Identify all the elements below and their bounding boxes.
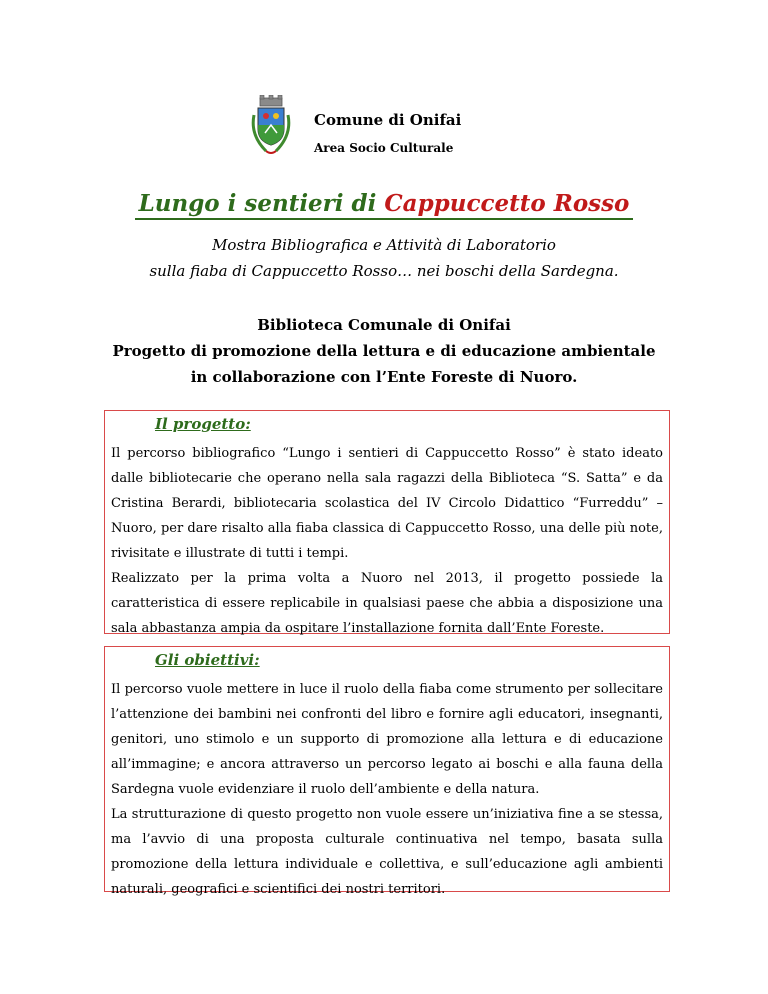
header	[248, 95, 488, 165]
paragraph: Il percorso bibliografico “Lungo i sentieri di Cappuccetto Rosso” è stato ideato dalle bibliotecarie che operano nella sala ragazzi della Biblioteca “S. Satta” e da Cristina Berardi, bibliotecaria scolastica del IV Circolo Didattico “Furreddu” – Nuoro, per dare risalto alla fiaba classica di Cappuccetto Rosso, una delle più note, rivisitate e illustrate di tutti i tempi.	[111, 446, 663, 561]
section-heading: Gli obiettivi:	[155, 651, 260, 669]
paragraph: Il percorso vuole mettere in luce il ruolo della fiaba come strumento per sollecitare l’attenzione dei bambini nei confronti del libro e fornire agli educatori, insegnanti, genitori, uno stimolo e un supporto di promozione alla lettura e di educazione all’immagine; e ancora attraverso un percorso legato ai boschi e alla fauna della Sardegna vuole evidenziare il ruolo dell’ambiente e della natura.	[111, 682, 663, 797]
department-name: Area Socio Culturale	[314, 141, 454, 155]
subtitle-line-2: sulla fiaba di Cappuccetto Rosso… nei boschi della Sardegna.	[149, 262, 619, 280]
page-title	[0, 190, 768, 220]
section-body	[111, 441, 663, 641]
coat-of-arms-icon	[248, 95, 294, 159]
section-heading: Il progetto:	[155, 415, 251, 433]
intro-line-2: Progetto di promozione della lettura e di educazione ambientale	[112, 342, 656, 360]
intro-line-3: in collaborazione con l’Ente Foreste di Nuoro.	[190, 368, 578, 386]
section-body	[111, 677, 663, 902]
project-section	[104, 410, 670, 634]
paragraph: Realizzato per la prima volta a Nuoro nel 2013, il progetto possiede la caratteristica di essere replicabile in qualsiasi paese che abbia a disposizione una sala abbastanza ampia da ospitare l’installazione fornita dall’Ente Foreste.	[111, 571, 663, 636]
subtitle-line-1: Mostra Bibliografica e Attività di Laboratorio	[212, 236, 556, 254]
title-part-red: Cappuccetto Rosso	[384, 190, 630, 217]
objectives-section	[104, 646, 670, 897]
title-part-green: Lungo i sentieri di	[138, 190, 385, 217]
municipality-name: Comune di Onifai	[314, 111, 462, 129]
intro-line-1: Biblioteca Comunale di Onifai	[257, 316, 511, 334]
paragraph: La strutturazione di questo progetto non vuole essere un’iniziativa fine a se stessa, ma l’avvio di una proposta culturale continuativa nel tempo, basata sulla promozione della lettura individuale e collettiva, e sull’educazione agli ambienti naturali, geografici e scientifici dei nostri territori.	[111, 807, 663, 897]
